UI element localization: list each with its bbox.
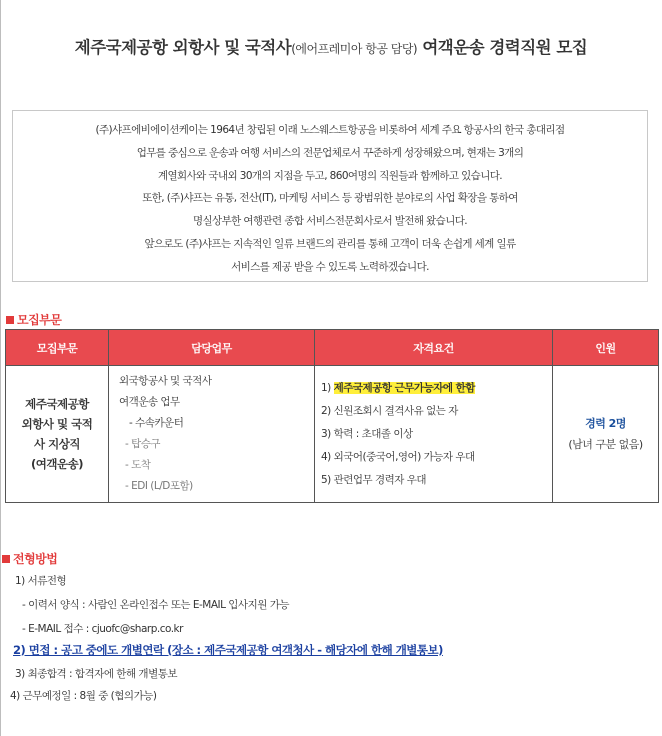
intro-line: 업무를 중심으로 운송과 여행 서비스의 전문업체로서 꾸준하게 성장해왔으며, 현재는 3개의 xyxy=(136,146,524,159)
process-step-start-date: 4) 근무예정일 : 8월 중 (협의가능) xyxy=(10,690,157,702)
page-left-border xyxy=(0,0,1,736)
headcount-value: 경력 2명 xyxy=(585,417,626,430)
section-heading-process: 전형방법 xyxy=(2,550,57,567)
title-suffix: 여객운송 경력직원 모집 xyxy=(417,38,588,57)
duty-cell: 외국항공사 및 국적사 여객운송 업무 - 수속카운터 - 탑승구 - 도착 - EDI (L/D포함) xyxy=(109,366,315,503)
company-intro-box xyxy=(12,110,648,282)
intro-line: 서비스를 제공 받을 수 있도록 노력하겠습니다. xyxy=(231,260,429,273)
dept-cell: 제주국제공항 외항사 및 국적 사 지상직 (여객운송) xyxy=(6,366,109,503)
intro-line: (주)샤프에비에이션케이는 1964년 창립된 이래 노스웨스트항공을 비롯하여 세계 주요 항공사의 한국 총대리점 xyxy=(95,124,565,136)
headcount-note: (남녀 구분 없음) xyxy=(568,438,643,451)
table-header-row xyxy=(6,330,659,366)
header-dept: 모집부문 xyxy=(6,330,109,366)
requirements-cell: 1) 제주국제공항 근무가능자에 한함 2) 신원조회시 결격사유 없는 자 3) 학력 : 초대졸 이상 4) 외국어(중국어,영어) 가능자 우대 5) 관련업무 경력자 우대 xyxy=(315,366,553,503)
header-headcount: 인원 xyxy=(553,330,659,366)
table-row xyxy=(6,366,659,503)
process-step-final: 3) 최종합격 : 합격자에 한해 개별통보 xyxy=(15,668,178,680)
header-duty: 담당업무 xyxy=(109,330,315,366)
intro-line: 명실상부한 여행관련 종합 서비스전문회사로서 발전해 왔습니다. xyxy=(192,215,468,228)
process-step-interview: 2) 면접 : 공고 중에도 개별연락 (장소 : 제주국제공항 여객청사 - 해당자에 한해 개별통보) xyxy=(13,643,443,657)
square-bullet-icon xyxy=(6,316,14,324)
page-title xyxy=(0,34,662,58)
header-requirements: 자격요건 xyxy=(315,330,553,366)
highlighted-requirement: 제주국제공항 근무가능자에 한함 xyxy=(333,381,475,394)
title-main: 제주국제공항 외항사 및 국적사 xyxy=(74,38,292,57)
recruit-table xyxy=(5,329,659,503)
intro-line: 또한, (주)샤프는 유통, 전산(IT), 마케팅 서비스 등 광범위한 분야로의 사업 확장을 통하여 xyxy=(142,192,518,205)
process-email: - E-MAIL 접수 : cjuofc@sharp.co.kr xyxy=(22,623,183,635)
square-bullet-icon xyxy=(2,555,10,563)
section-heading-recruit: 모집부문 xyxy=(6,311,61,328)
process-resume-format: - 이력서 양식 : 사람인 온라인접수 또는 E-MAIL 입사지원 가능 xyxy=(22,599,289,611)
process-step-document: 1) 서류전형 xyxy=(15,575,67,587)
intro-line: 앞으로도 (주)샤프는 지속적인 일류 브랜드의 관리를 통해 고객이 더욱 손쉽게 세계 일류 xyxy=(144,237,516,250)
title-airline-note: (에어프레미아 항공 담당) xyxy=(291,42,418,56)
headcount-cell xyxy=(553,366,659,503)
intro-line: 계열회사와 국내외 30개의 지점을 두고, 860여명의 직원들과 함께하고 있습니다. xyxy=(157,169,503,182)
